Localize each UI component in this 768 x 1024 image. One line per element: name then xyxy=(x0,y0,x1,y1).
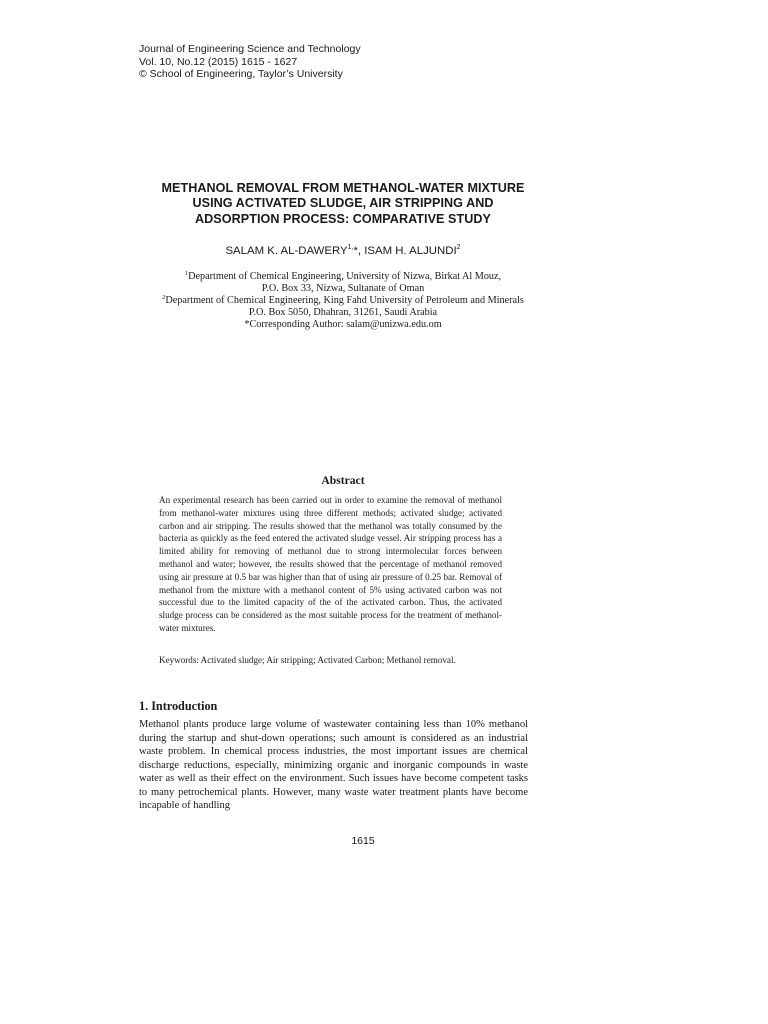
affiliation-1-line-1 xyxy=(120,271,566,283)
page-number: 1615 xyxy=(351,835,375,847)
title-line-1: METHANOL REMOVAL FROM METHANOL-WATER MIXTURE xyxy=(161,181,525,195)
author-list xyxy=(120,244,566,258)
journal-name: Journal of Engineering Science and Technology xyxy=(139,43,361,55)
affiliation-2-text: Department of Chemical Engineering, King Fahd University of Petroleum and Minerals xyxy=(165,295,524,307)
author-2-name: ISAM H. ALJUNDI xyxy=(364,245,457,257)
title-line-3: ADSORPTION PROCESS: COMPARATIVE STUDY xyxy=(195,211,491,226)
keywords: Keywords: Activated sludge; Air stripping; Activated Carbon; Methanol removal. xyxy=(159,655,456,665)
affiliation-1-text: Department of Chemical Engineering, University of Nizwa, Birkat Al Mouz, xyxy=(188,271,502,282)
section-heading-introduction: 1. Introduction xyxy=(139,699,218,713)
journal-header xyxy=(139,43,361,81)
author-separator: , xyxy=(357,245,365,257)
introduction-body: Methanol plants produce large volume of wastewater containing less than 10% methanol during the startup and shut-down operations; such amount is considered as an industrial waste problem. In chemical process industries, the most important issues are chemical discharge reductions, especially, minimizing organic and inorganic compounds in waste water as well as their effect on the environment. Such issues have become competent tasks to many petrochemical plants. However, many waste water treatment plants have become incapable of handling xyxy=(139,719,528,811)
author-1-affil-mark: 1, xyxy=(347,244,354,251)
affiliation-2-line-1 xyxy=(120,295,566,307)
journal-copyright: © School of Engineering, Taylor’s University xyxy=(139,68,343,81)
title-line-2: USING ACTIVATED SLUDGE, AIR STRIPPING AND xyxy=(192,196,494,211)
author-2-affil-mark: 2 xyxy=(456,244,461,251)
affiliation-1-line-2: P.O. Box 33, Nizwa, Sultanate of Oman xyxy=(261,283,425,295)
journal-volume: Vol. 10, No.12 (2015) 1615 - 1627 xyxy=(139,55,298,68)
paper-title xyxy=(120,181,566,227)
affiliation-1-mark: 1 xyxy=(184,270,189,277)
abstract-body: An experimental research has been carried out in order to examine the removal of methanol from methanol-water mixtures using three different methods; activated sludge; activated carbon and air stripping. The results showed that the methanol was totally consumed by the bacteria as quickly as the feed entered the activated sludge vessel. Air stripping process has a limited ability for removing of methanol due to strong intermolecular forces between methanol and water; however, the results showed that the percentage of methanol removed using air pressure at 0.5 bar was higher than that of using air pressure of 0.25 bar. Removal of methanol from the mixture with a methanol content of 5% using activated carbon was not successful due to the limited capacity of the of the activated carbon. Thus, the activated sludge process can be considered as the most suitable process for the treatment of methanol-water mixtures. xyxy=(159,495,502,633)
corresponding-author: *Corresponding Author: salam@unizwa.edu.om xyxy=(244,319,442,331)
affiliations xyxy=(120,271,566,331)
corresponding-mark: * xyxy=(353,245,358,257)
affiliation-2-mark: 2 xyxy=(162,294,166,302)
abstract-heading: Abstract xyxy=(321,474,365,487)
author-1-name: SALAM K. AL-DAWERY xyxy=(225,245,348,257)
affiliation-2-line-2: P.O. Box 5050, Dhahran, 31261, Saudi Arabia xyxy=(248,307,438,319)
